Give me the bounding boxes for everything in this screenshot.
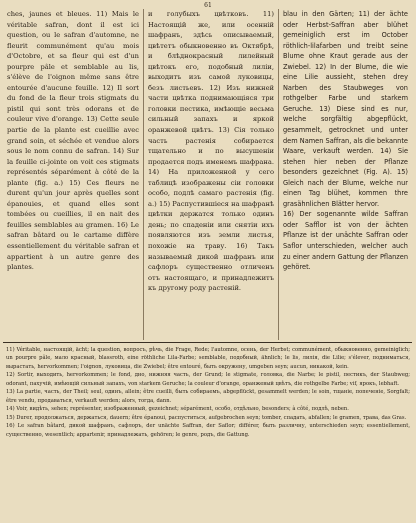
footnote: 14) Voir, видѣть, sehen; représenter, изображенный, gezeichnet; séparément, особо, отдѣльно, besonders; à côté, подлѣ, neben.: [6, 406, 349, 413]
text-columns: [3, 9, 412, 340]
russian-column: [143, 9, 278, 340]
footnote: 15) Durer, продолжаться, держаться, dauern; être épanoui, распуститься, aufgebrochen seyn; tomber, спадать, abfallen; le gramen, трава, das Gras.: [6, 414, 407, 421]
footnote: 13) La partie, часть, der Theil; seul, одинъ, allein; être cueilli, быть собираемъ, abgepflückt, gesammelt werden; le soin, тщаніе, попеченіе, Sorgfalt; être vendu, продаваться, verkauft werden; alors, тогда, dann.: [6, 389, 410, 404]
german-paragraph: blau in den Gärten; 11) der ächte oder Herbst-Saffran aber blühet gemeiniglich erst im October röthlich-lilafarben und treibt seine Blume ohne Kraut gerade aus der Zwiebel. 12) In der Blume, die wie eine Lilie aussieht, stehen drey Narben des Staubweges von rothgelber Farbe und starkem Geruche. 13) Diese sind es nur, welche sorgfältig abgepflückt, gesammelt, getrocknet und unter dem Namen Saffran, als die bekannte Waare, verkauft werden. 14) Sie stehen hier neben der Pflanze besonders gezeichnet (Fig. A). 15) Gleich nach der Blume, welche nur einen Tag blühet, kommen thre grasähnlichen Blätter hervor.: [283, 10, 408, 208]
french-paragraph: ches, jaunes et bleues. 11) Mais le véritable safran, dont il est ici question, ou le safran d'automne, ne fleurit communément qu'au mois d'Octobre, et sa fleur qui est d'un pourpre pâle et semblable au lis, s'élève de l'oignon même sans être entourée d'aucune feuille. 12) Il sort du fond de la fleur trois stigmats du pistil qui sont très odorans et de couleur vive d'orange. 13) Cette seule partie de la plante est cueillie avec grand soin, et séchée et vendue alors sous le nom connu de safran. 14) Sur la feuille ci-jointe on voit ces stigmats représentés séparément à côté de la plante (fig. a.) 15) Ces fleurs ne durent qu'un jour après quelles sont épanouies, et quand elles sont tombées ou cueillies, il en nait des feuilles semblables au gramen. 16) Le safran bâtard ou le cartame diffère essentiellement du véritable safran et appartient à un autre genre des plantes.: [7, 10, 139, 272]
german-paragraph: 16) Der sogenannte wilde Saffran oder Safflor ist von der ächten Pflanze ist der unächte Saffran oder Saflor unterschieden, welcher auch zu einer andern Gattung der Pflanzen gehöret.: [283, 210, 408, 272]
footnote-divider: [3, 342, 412, 343]
french-column: [3, 9, 143, 340]
footnotes: [6, 346, 410, 521]
footnote: 12) Sortir, выходить, hervorkommen; le fond, дно, нижняя часть, der Grund; le stigmate, головка, die Narbe; le pistil, пестикъ, der Staubweg; odorant, пахучій, имѣющій сильный запахъ, von starkem Geruche; la couleur d'orange, оранжевый цвѣтъ, die rothgelbe Farbe; vif, ярокъ, lebhaft.: [6, 372, 410, 387]
footnote: 11) Véritable, настоящій, ächt; la question, вопросъ, рѣчь, die Frage, Rede; l'automne, осень, der Herbst; communément, обыкновенно, gemeiniglich; un pourpre pâle, мало красный, blassroth, eine röthliche Lila-Farbe; semblable, подобный, ähnlich; le lis, лилія, die Lilie; s'élever, подниматься, вырастать, hervorkommen; l'oignon, луковица, die Zwiebel; être entouré, быть окружену, umgeben seyn; aucun, никакой, kein.: [6, 347, 410, 370]
russian-paragraph: и голубыхъ цвѣтковъ. 11) Настоящій же, или осенній шафранъ, здѣсь описываемый, цвѣтетъ обыкновенно въ Октябрѣ, и блѣднокрасный лилейный цвѣтокъ его, подобный лиліи, выходитъ изъ самой луковицы, безъ листьевъ. 12) Изъ нижней части цвѣтка поднимающіяся три головки пестика, имѣющіе весьма сильный запахъ и яркой оранжевой цвѣтъ. 13) Сія только часть растенія собирается тщательно и по высушеніи продается подъ именемъ шафрана. 14) На приложенной у сего таблицѣ изображены сіи головки особо, подлѣ самаго растенія (fig. a.) 15) Распустившіеся на шафранѣ цвѣтки держатся только одинъ день; по спаденіи или снятіи ихъ появляются изъ земли листья, похожіе на траву. 16) Такъ называемый дикой шафранъ или сафлоръ существенно отличенъ отъ настоящаго, и принадлежитъ къ другому роду растеній.: [148, 10, 274, 293]
page-number: 61: [204, 2, 212, 9]
german-column: [278, 9, 412, 340]
footnote: 16) Le safran bâtard, дикой шафранъ, сафлоръ, der unächte Saffran, der Saflor; différer, быть различну, unterschieden seyn; essentiellement, существенно, wesentlich; appartenir, принадлежать, gehören; le genre, родъ, die Gattung.: [6, 423, 410, 438]
